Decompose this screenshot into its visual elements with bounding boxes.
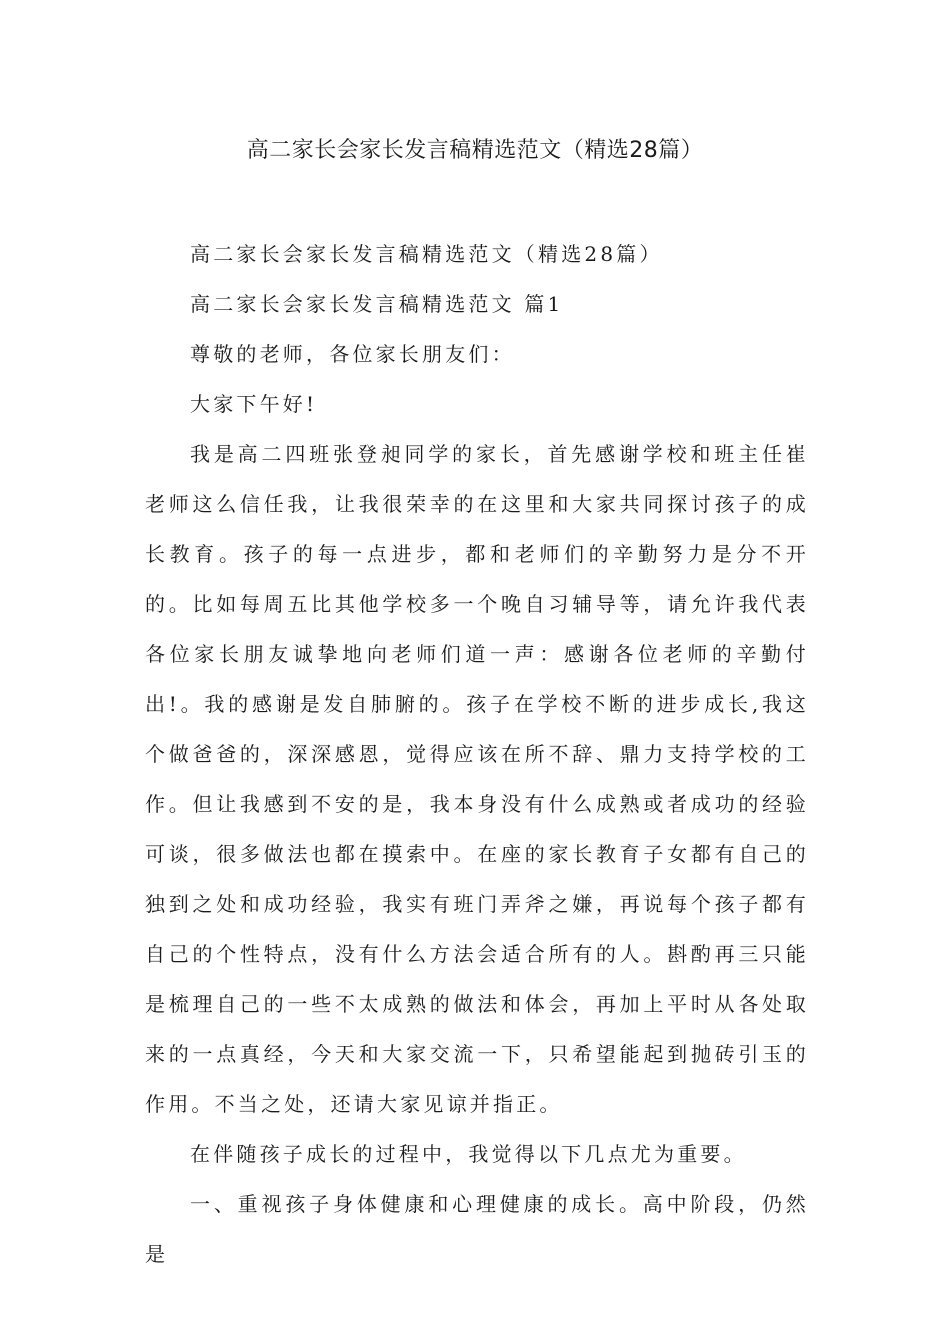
document-title: 高二家长会家长发言稿精选范文（精选28篇）	[246, 138, 704, 163]
paragraph-transition: 在伴随孩子成长的过程中，我觉得以下几点尤为重要。	[190, 1142, 747, 1166]
paragraph-greeting: 大家下午好!	[190, 392, 318, 416]
paragraph-section-heading: 高二家长会家长发言稿精选范文 篇1	[190, 292, 564, 316]
paragraph-salutation: 尊敬的老师，各位家长朋友们：	[190, 342, 515, 366]
document-body	[145, 229, 809, 1279]
paragraph-introduction: 我是高二四班张登昶同学的家长，首先感谢学校和班主任崔老师这么信任我，让我很荣幸的在这里和大家共同探讨孩子的成长教育。孩子的每一点进步，都和老师们的辛勤努力是分不开的。比如每周五比其他学校多一个晚自习辅导等，请允许我代表各位家长朋友诚挚地向老师们道一声：感谢各位老师的辛勤付出!。我的感谢是发自肺腑的。孩子在学校不断的进步成长,我这个做爸爸的，深深感恩，觉得应该在所不辞、鼎力支持学校的工作。但让我感到不安的是，我本身没有什么成熟或者成功的经验可谈，很多做法也都在摸索中。在座的家长教育子女都有自己的独到之处和成功经验，我实有班门弄斧之嫌，再说每个孩子都有自己的个性特点，没有什么方法会适合所有的人。斟酌再三只能是梳理自己的一些不太成熟的做法和体会，再加上平时从各处取来的一点真经，今天和大家交流一下，只希望能起到抛砖引玉的作用。不当之处，还请大家见谅并指正。	[145, 442, 809, 1116]
paragraph-point-one: 一、重视孩子身体健康和心理健康的成长。高中阶段，仍然是	[145, 1192, 809, 1266]
paragraph-subtitle: 高二家长会家长发言稿精选范文（精选28篇）	[190, 242, 663, 266]
